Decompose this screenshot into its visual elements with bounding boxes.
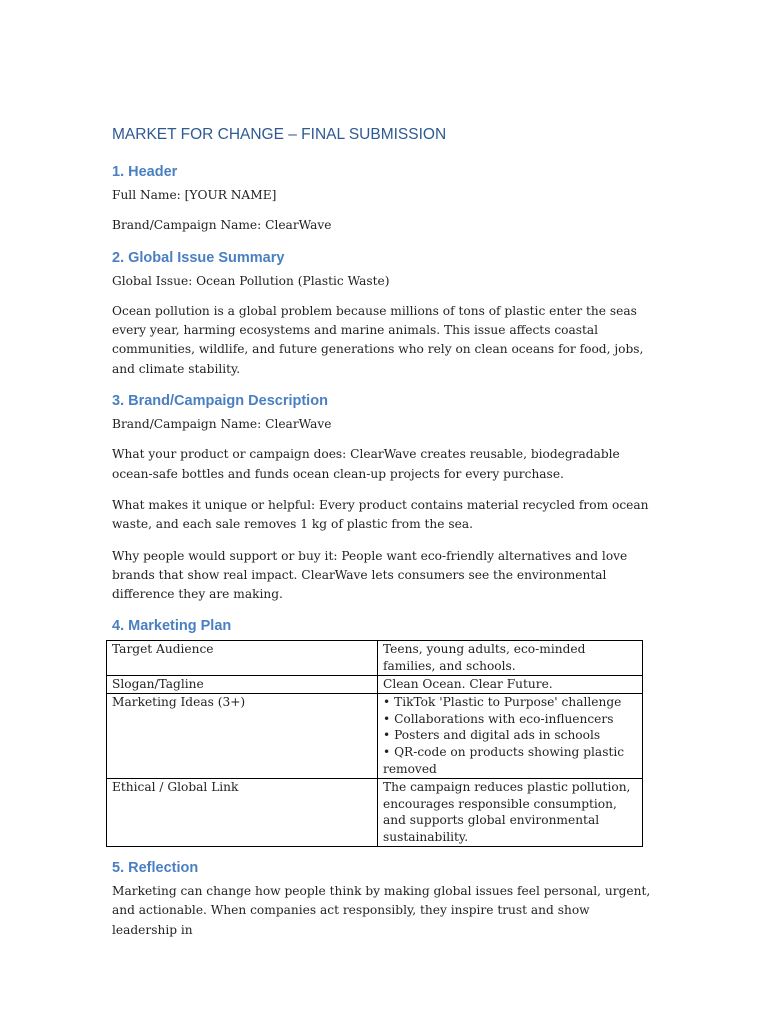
table-cell-label: Marketing Ideas (3+) [107,693,378,778]
table-row [107,641,643,676]
table-cell-label: Slogan/Tagline [107,676,378,694]
why-support-paragraph: Why people would support or buy it: People want eco-friendly alternatives and love brands that show real impact. ClearWave lets consumers see the environmental difference they are making. [112,548,628,602]
table-cell-value: Teens, young adults, eco-minded families, and schools. [378,641,643,676]
campaign-name-line: Brand/Campaign Name: ClearWave [112,417,332,432]
table-row [107,693,643,778]
list-item: • TikTok 'Plastic to Purpose' challenge [383,694,622,709]
section-heading-header: 1. Header [112,164,178,180]
document-title: MARKET FOR CHANGE – FINAL SUBMISSION [112,126,447,143]
reflection-paragraph: Marketing can change how people think by making global issues feel personal, urgent, and actionable. When companies act responsibly, they inspire trust and show leadership in [112,884,651,937]
marketing-plan-table [106,640,643,847]
list-item: • Posters and digital ads in schools [383,728,601,743]
full-name-line: Full Name: [YOUR NAME] [112,188,277,202]
section-heading-global-issue: 2. Global Issue Summary [112,249,285,266]
table-cell-value: The campaign reduces plastic pollution, encourages responsible consumption, and supports global environmental sustainability. [378,778,643,846]
global-issue-paragraph: Ocean pollution is a global problem because millions of tons of plastic enter the seas every year, harming ecosystems and marine animals. This issue affects coastal communities, wildlife, and future generations who rely on clean oceans for food, jobs, and climate stability. [112,303,644,376]
list-item: • QR-code on products showing plastic removed [383,745,625,777]
table-cell-label: Target Audience [107,641,378,676]
table-row [107,676,643,694]
global-issue-line: Global Issue: Ocean Pollution (Plastic Waste) [112,273,390,288]
unique-paragraph: What makes it unique or helpful: Every product contains material recycled from ocean waste, and each sale removes 1 kg of plastic from the sea. [112,497,649,532]
marketing-ideas-list [383,694,637,778]
table-row [107,778,643,846]
document-content [112,124,652,952]
list-item: • Collaborations with eco-influencers [383,711,614,726]
table-cell-value: Clean Ocean. Clear Future. [378,676,643,694]
table-cell-label: Ethical / Global Link [107,778,378,846]
section-heading-marketing-plan: 4. Marketing Plan [112,618,232,635]
brand-name-line: Brand/Campaign Name: ClearWave [112,218,332,233]
what-it-does-paragraph: What your product or campaign does: ClearWave creates reusable, biodegradable ocean-safe bottles and funds ocean clean-up projects for every purchase. [112,447,620,481]
section-heading-brand-description: 3. Brand/Campaign Description [112,393,328,410]
table-cell-value [378,693,643,778]
section-heading-reflection: 5. Reflection [112,860,199,877]
